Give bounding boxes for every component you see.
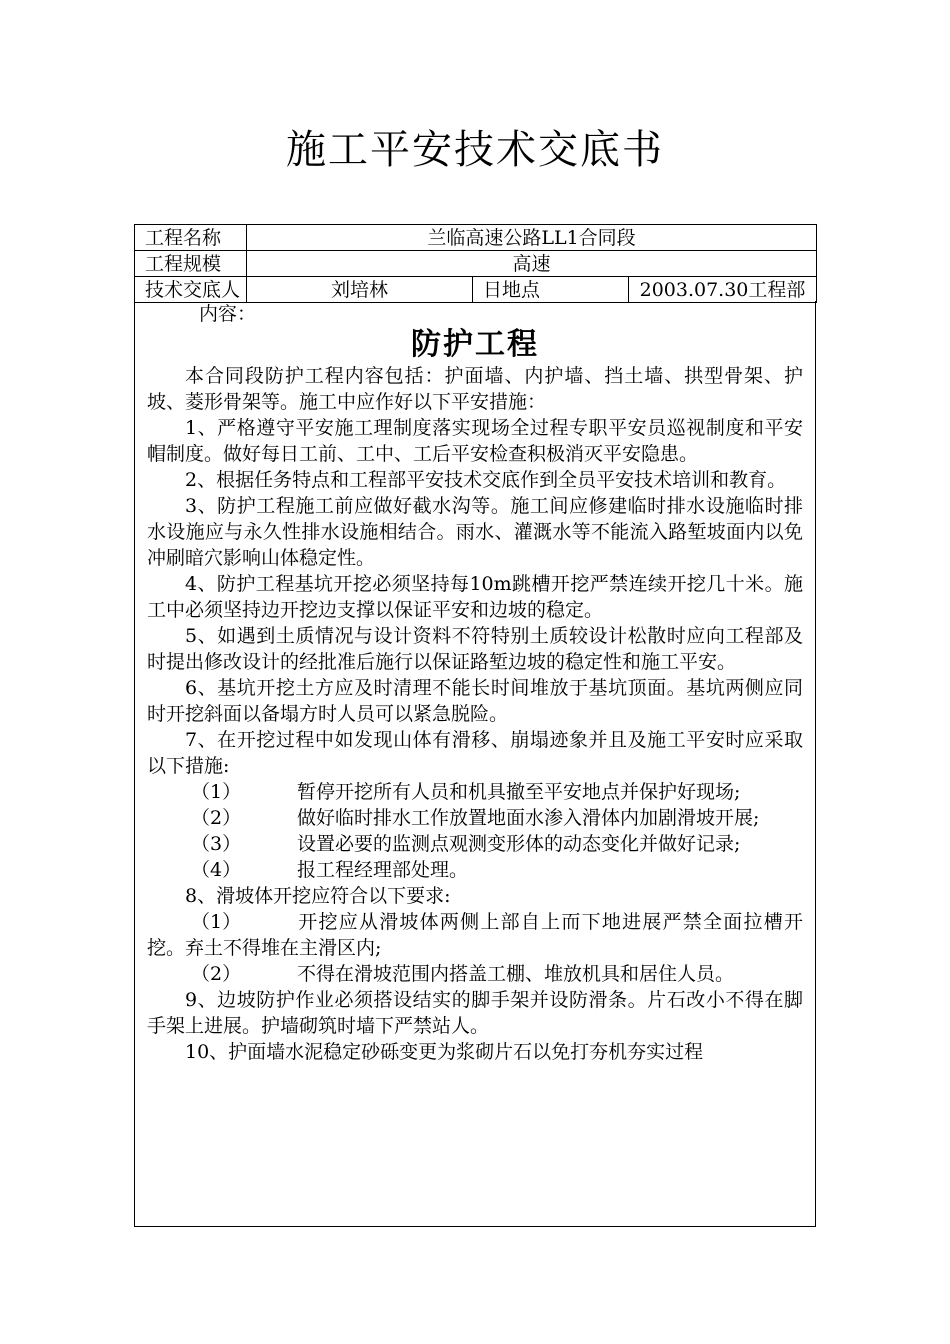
project-scale-row — [135, 251, 817, 277]
sub-item-number: （2） — [191, 963, 242, 985]
list-item: 2、根据任务特点和工程部平安技术交底作到全员平安技术培训和教育。 — [185, 469, 787, 491]
sub-item — [147, 857, 803, 883]
list-item: 6、基坑开挖土方应及时清理不能长时间堆放于基坑顶面。基坑两侧应同时开挖斜面以备塌方时人员可以紧急脱险。 — [147, 677, 803, 725]
content-box — [134, 301, 816, 1227]
date-place-label: 日地点 — [473, 277, 629, 303]
content-label: 内容： — [199, 303, 257, 325]
intro-paragraph: 本合同段防护工程内容包括：护面墙、内护墙、挡土墙、拱型骨架、护坡、菱形骨架等。施工中应作好以下平安措施： — [147, 365, 803, 413]
presenter-value: 刘培林 — [247, 277, 473, 303]
list-item: 7、在开挖过程中如发现山体有滑移、崩塌迹象并且及施工平安时应采取以下措施: — [147, 729, 803, 777]
sub-item-number: （4） — [191, 859, 242, 881]
sub-item — [147, 909, 803, 961]
section-title: 防护工程 — [411, 327, 539, 362]
sub-item — [147, 831, 803, 857]
content-body — [147, 301, 803, 1065]
sub-item-text: 暂停开挖所有人员和机具撤至平安地点并保护好现场; — [297, 781, 741, 803]
project-name-value: 兰临高速公路LL1合同段 — [247, 225, 817, 251]
project-scale-value: 高速 — [247, 251, 817, 277]
sub-item-number: （1） — [191, 781, 242, 803]
presenter-row — [135, 277, 817, 303]
list-item: 8、滑坡体开挖应符合以下要求: — [185, 885, 451, 907]
sub-item-text: 不得在滑坡范围内搭盖工棚、堆放机具和居住人员。 — [297, 963, 735, 985]
document-title: 施工平安技术交底书 — [286, 127, 664, 173]
sub-item — [147, 779, 803, 805]
sub-item — [147, 805, 803, 831]
sub-item-text: 做好临时排水工作放置地面水渗入滑体内加剧滑坡开展; — [297, 807, 760, 829]
list-item: 1、严格遵守平安施工理制度落实现场全过程专职平安员巡视制度和平安帽制度。做好每日工前、工中、工后平安检查积极消灭平安隐患。 — [147, 417, 803, 465]
sub-item-text: 报工程经理部处理。 — [297, 859, 469, 881]
project-name-row — [135, 225, 817, 251]
sub-item-number: （1） — [191, 911, 242, 933]
presenter-label: 技术交底人 — [135, 277, 247, 303]
sub-item-text: 开挖应从滑坡体两侧上部自上而下地进展严禁全面拉槽开挖。弃土不得堆在主滑区内; — [147, 911, 803, 959]
list-item: 9、边坡防护作业必须搭设结实的脚手架并设防滑条。片石改小不得在脚手架上进展。护墙砌筑时墙下严禁站人。 — [147, 989, 803, 1037]
project-name-label: 工程名称 — [135, 225, 247, 251]
sub-item-number: （2） — [191, 807, 242, 829]
sub-item — [147, 961, 803, 987]
sub-item-number: （3） — [191, 833, 242, 855]
list-item: 3、防护工程施工前应做好截水沟等。施工间应修建临时排水设施临时排水设施应与永久性排水设施相结合。雨水、灌溉水等不能流入路堑坡面内以免冲刷暗穴影响山体稳定性。 — [147, 495, 803, 569]
list-item: 5、如遇到土质情况与设计资料不符特别土质较设计松散时应向工程部及时提出修改设计的经批准后施行以保证路堑边坡的稳定性和施工平安。 — [147, 625, 803, 673]
date-place-value: 2003.07.30工程部 — [629, 277, 817, 303]
sub-item-text: 设置必要的监测点观测变形体的动态变化并做好记录; — [297, 833, 741, 855]
list-item: 10、护面墙水泥稳定砂砾变更为浆砌片石以免打夯机夯实过程 — [185, 1041, 704, 1063]
project-scale-label: 工程规模 — [135, 251, 247, 277]
project-info-table — [134, 224, 817, 303]
list-item: 4、防护工程基坑开挖必须坚持每10m跳槽开挖严禁连续开挖几十米。施工中必须坚持边开挖边支撑以保证平安和边坡的稳定。 — [147, 573, 803, 621]
